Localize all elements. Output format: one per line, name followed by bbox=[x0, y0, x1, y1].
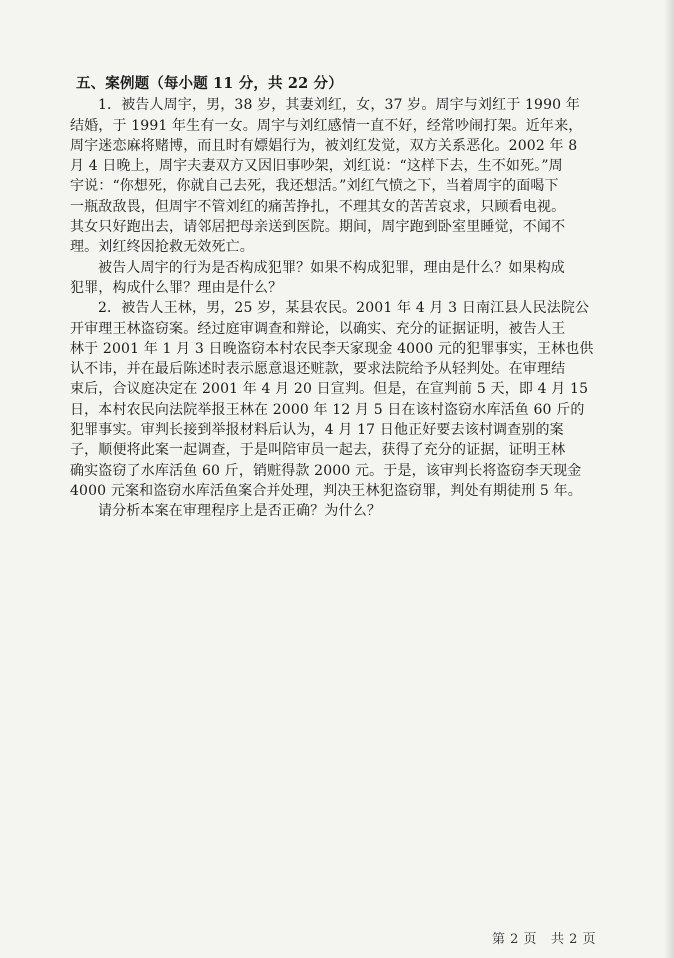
case-2-question bbox=[70, 501, 630, 521]
case-1-line: 周宇迷恋麻将赌博，而且时有嫖娼行为，被刘红发觉，双方关系恶化。2002 年 8 bbox=[70, 137, 578, 154]
case-2-line: 林于 2001 年 1 月 3 日晚盗窃本村农民李天家现金 4000 元的犯罪事实，王林也供 bbox=[70, 340, 594, 357]
case-1-line: 一瓶敌敌畏，但周宇不管刘红的痛苦挣扎，不理其女的苦苦哀求，只顾看电视。 bbox=[70, 198, 566, 215]
case-1-line: 理。刘红终因抢救无效死亡。 bbox=[70, 239, 254, 256]
case-2-line: 开审理王林盗窃案。经过庭审调查和辩论，以确实、充分的证据证明，被告人王 bbox=[70, 320, 566, 337]
case-1-question bbox=[70, 258, 630, 299]
case-2-line: 子，顺便将此案一起调查，于是叫陪审员一起去，获得了充分的证据，证明王林 bbox=[70, 442, 566, 459]
case-2-line: 犯罪事实。审判长接到举报材料后认为，4 月 17 日他正好要去该村调查别的案 bbox=[70, 422, 564, 439]
case-2-line: 认不讳，并在最后陈述时表示愿意退还赃款，要求法院给予从轻判处。在审理结 bbox=[70, 361, 566, 378]
case-2-line: 确实盗窃了水库活鱼 60 斤，销赃得款 2000 元。于是，该审判长将盗窃李天现金 bbox=[70, 462, 582, 479]
case-1-line: 月 4 日晚上，周宇夫妻双方又因旧事吵架，刘红说：“这样下去，生不如死。”周 bbox=[70, 158, 563, 175]
case-1-line: 1．被告人周宇，男，38 岁，其妻刘红，女，37 岁。周宇与刘红于 1990 年 bbox=[98, 97, 580, 114]
page-edge bbox=[664, 0, 674, 958]
case-1-line: 其女只好跑出去，请邻居把母亲送到医院。期间，周宇跑到卧室里睡觉，不闻不 bbox=[70, 219, 566, 236]
case-2-body bbox=[70, 298, 630, 501]
case-2-line: 日，本村农民向法院举报王林在 2000 年 12 月 5 日在该村盗窃水库活鱼 60 斤的 bbox=[70, 401, 585, 418]
case-1-line: 结婚，于 1991 年生有一女。周宇与刘红感情一直不好，经常吵闹打架。近年来， bbox=[70, 117, 583, 134]
case-2-line: 束后，合议庭决定在 2001 年 4 月 20 日宣判。但是，在宣判前 5 天，即 4 月 15 bbox=[70, 381, 589, 398]
case-1-body bbox=[70, 95, 630, 257]
case-2-line: 4000 元案和盗窃水库活鱼案合并处理，判决王林犯盗窃罪，判处有期徒刑 5 年。 bbox=[70, 482, 582, 499]
page-footer bbox=[492, 928, 610, 947]
page-total: 共 2 页 bbox=[551, 932, 597, 947]
case-2-line: 2．被告人王林，男，25 岁，某县农民。2001 年 4 月 3 日南江县人民法院公 bbox=[98, 300, 590, 317]
document-body bbox=[70, 74, 630, 522]
case-1-question-line: 被告人周宇的行为是否构成犯罪？如果不构成犯罪，理由是什么？如果构成 bbox=[98, 259, 565, 276]
case-1-question-line: 犯罪，构成什么罪？理由是什么？ bbox=[70, 279, 283, 296]
case-2-question-line: 请分析本案在审理程序上是否正确？为什么？ bbox=[98, 503, 381, 520]
section-title: 五、案例题（每小题 11 分，共 22 分） bbox=[76, 75, 343, 92]
page-number: 第 2 页 bbox=[492, 932, 538, 947]
case-1-line: 宇说：“你想死，你就自己去死，我还想活。”刘红气愤之下，当着周宇的面喝下 bbox=[70, 178, 559, 195]
